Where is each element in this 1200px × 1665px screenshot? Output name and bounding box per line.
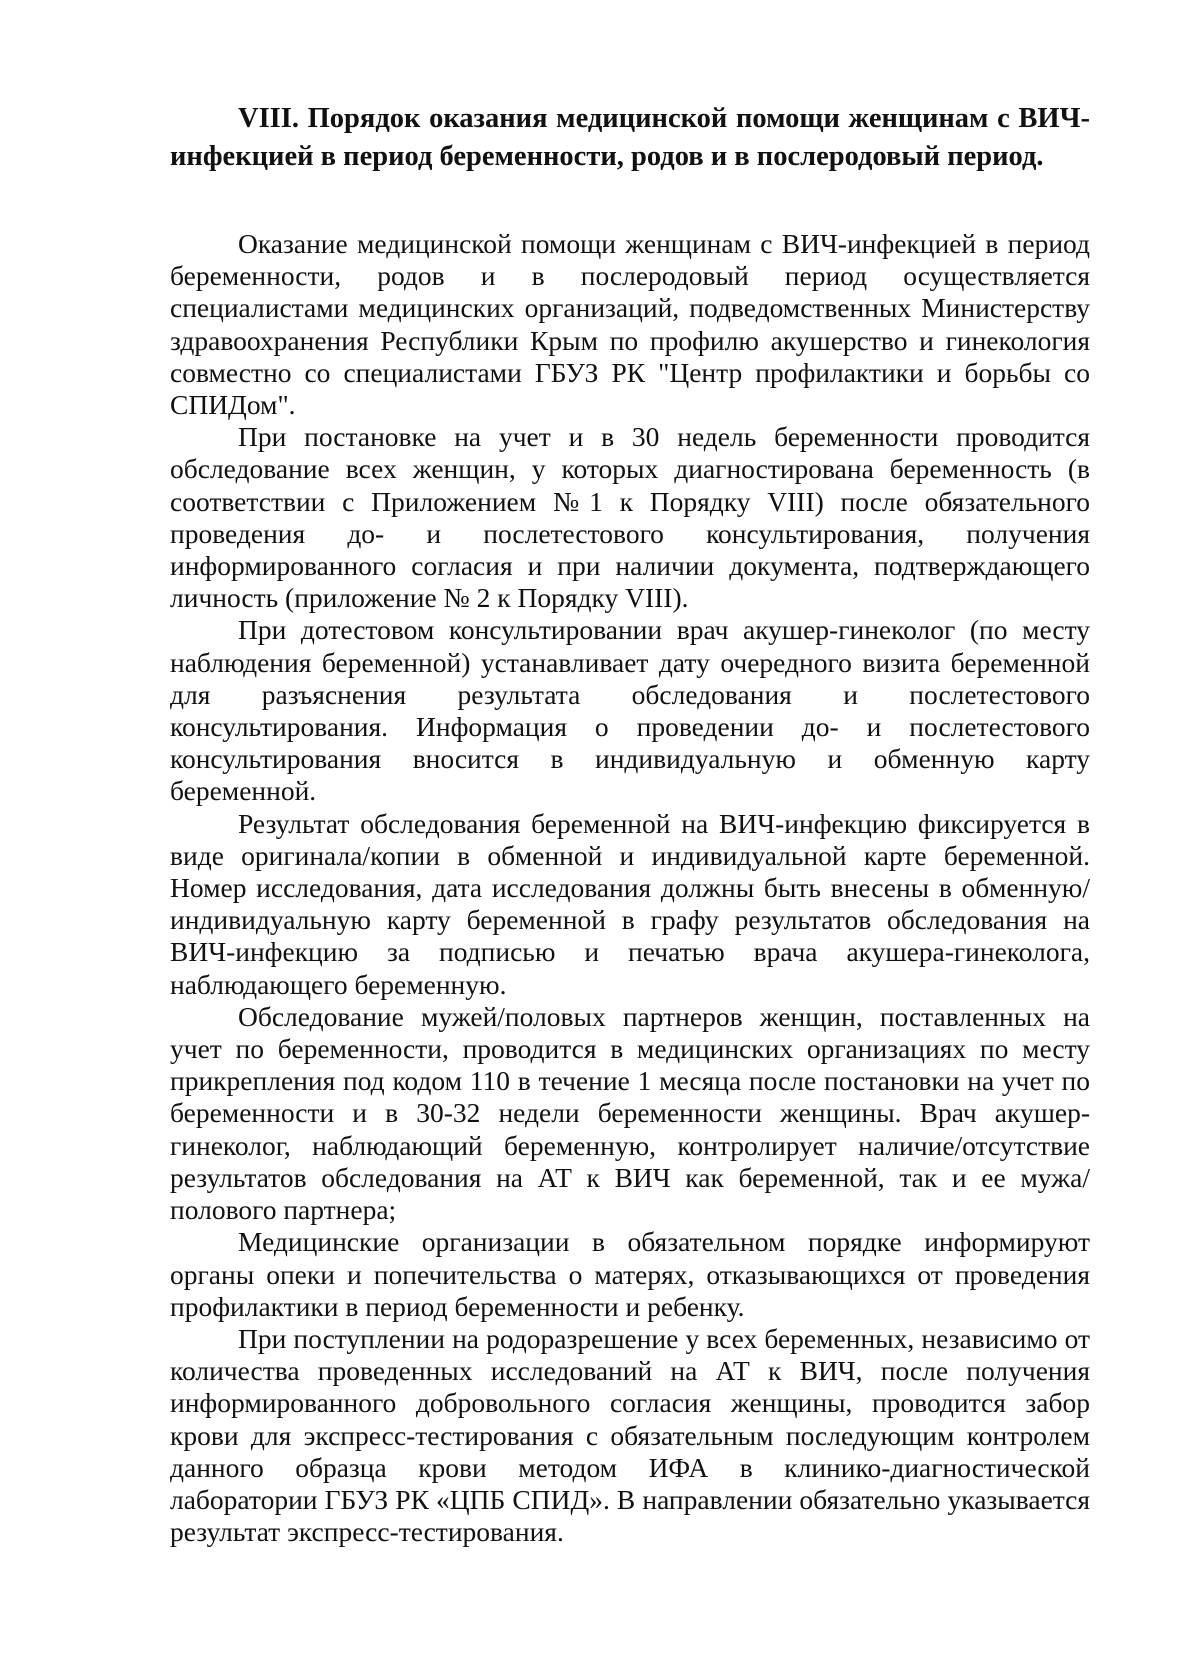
paragraph-4: Результат обследования беременной на ВИЧ-инфекцию фиксируется в виде оригинала/копии в обменной и индивидуальной карте беременной. Номер исследования, дата исследования должны быть внесены в обменную/индивидуальную карту беременной в графу результатов обследования на ВИЧ-инфекцию за подписью и печатью врача акушера-гинеколога, наблюдающего беременную. xyxy=(170,807,1090,1000)
section-body xyxy=(170,228,1090,1548)
paragraph-2: При постановке на учет и в 30 недель беременности проводится обследование всех женщин, у которых диагностирована беременность (в соответствии с Приложением №1 к Порядку VIII) после обязательного проведения до- и послетестового консультирования, получения информированного согласия и при наличии документа, подтверждающего личность (приложение № 2 к Порядку VIII). xyxy=(170,421,1090,614)
paragraph-1: Оказание медицинской помощи женщинам с ВИЧ-инфекцией в период беременности, родов и в послеродовый период осуществляется специалистами медицинских организаций, подведомственных Министерству здравоохранения Республики Крым по профилю акушерство и гинекология совместно со специалистами ГБУЗ РК "Центр профилактики и борьбы со СПИДом". xyxy=(170,228,1090,421)
document-content xyxy=(170,100,1090,1548)
paragraph-7: При поступлении на родоразрешение у всех беременных, независимо от количества проведенных исследований на АТ к ВИЧ, после получения информированного добровольного согласия женщины, проводится забор крови для экспресс-тестирования с обязательным последующим контролем данного образца крови методом ИФА в клинико-диагностической лаборатории ГБУЗ РК «ЦПБ СПИД». В направлении обязательно указывается результат экспресс-тестирования. xyxy=(170,1322,1090,1548)
section-heading: VIII. Порядок оказания медицинской помощи женщинам с ВИЧ-инфекцией в период беременности, родов и в послеродовый период. xyxy=(170,103,1090,172)
paragraph-3: При дотестовом консультировании врач акушер-гинеколог (по месту наблюдения беременной) устанавливает дату очередного визита беременной для разъяснения результата обследования и послетестового консультирования. Информация о проведении до- и послетестового консультирования вносится в индивидуальную и обменную карту беременной. xyxy=(170,614,1090,807)
paragraph-6: Медицинские организации в обязательном порядке информируют органы опеки и попечительства о матерях, отказывающихся от проведения профилактики в период беременности и ребенку. xyxy=(170,1226,1090,1322)
paragraph-5: Обследование мужей/половых партнеров женщин, поставленных на учет по беременности, проводится в медицинских организациях по месту прикрепления под кодом 110 в течение 1 месяца после постановки на учет по беременности и в 30-32 недели беременности женщины. Врач акушер-гинеколог, наблюдающий беременную, контролирует наличие/отсутствие результатов обследования на АТ к ВИЧ как беременной, так и ее мужа/полового партнера; xyxy=(170,1000,1090,1226)
